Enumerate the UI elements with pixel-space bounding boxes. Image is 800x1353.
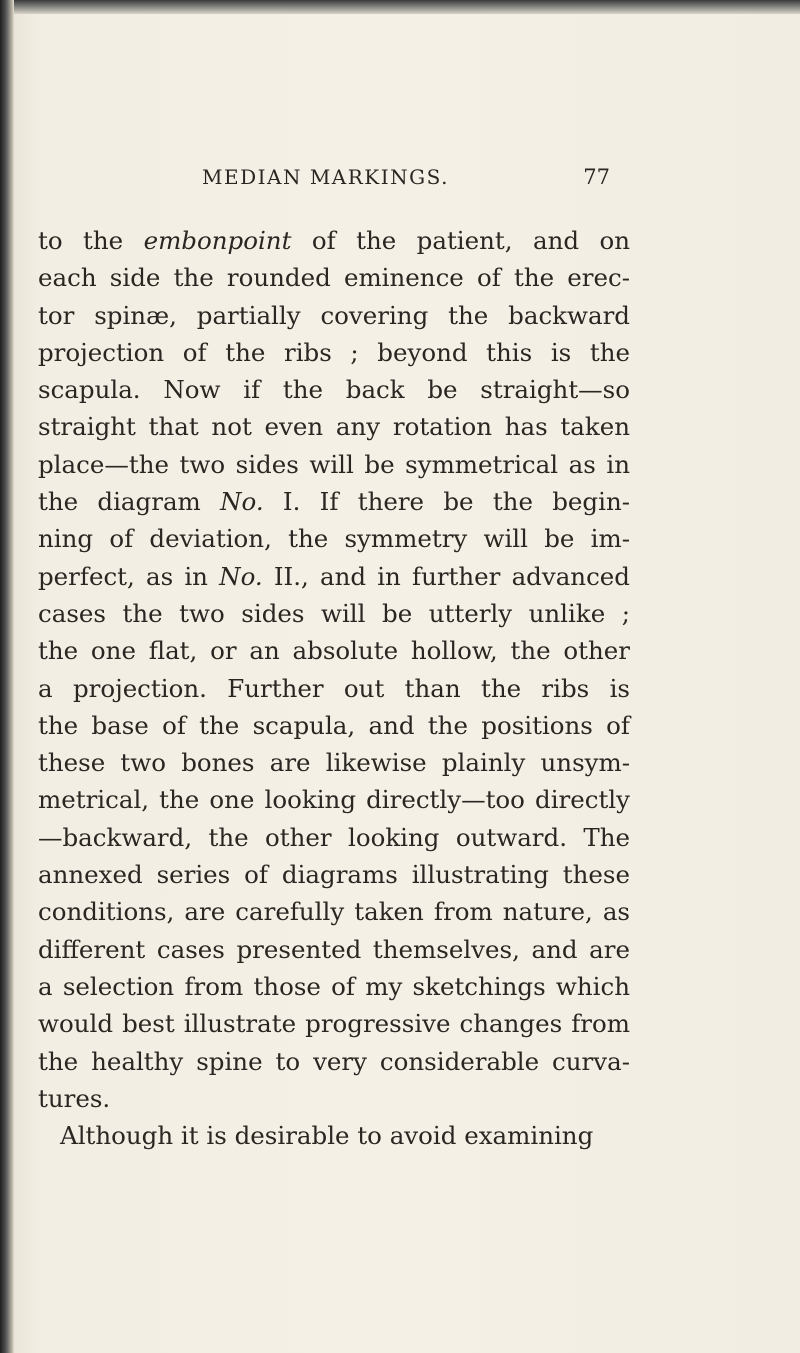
text-run: the diagram	[38, 487, 221, 517]
text-line	[38, 1117, 630, 1154]
text-line	[38, 259, 630, 296]
text-run: —backward, the other looking outward. The	[38, 822, 630, 852]
text-run: the one flat, or an absolute hollow, the other	[38, 636, 630, 666]
italic-text: embonpoint	[143, 226, 292, 255]
text-run: I. If there be the begin-	[263, 487, 630, 517]
text-run: straight that not even any rotation has taken	[38, 412, 630, 442]
text-line	[38, 1080, 630, 1117]
text-line	[38, 893, 630, 930]
text-run: Although it is desirable to avoid examining	[60, 1121, 594, 1151]
text-line	[38, 632, 630, 669]
text-run: scapula. Now if the back be straight—so	[38, 375, 630, 405]
text-line	[38, 334, 630, 371]
text-line	[38, 781, 630, 818]
text-line	[38, 707, 630, 744]
text-line	[38, 744, 630, 781]
text-line	[38, 1005, 630, 1042]
page-number: 77	[583, 165, 610, 189]
text-run: a projection. Further out than the ribs is	[38, 673, 630, 703]
text-line	[38, 371, 630, 408]
text-line	[38, 670, 630, 707]
text-line	[38, 222, 630, 259]
text-line	[38, 297, 630, 334]
text-run: to the	[38, 226, 144, 255]
text-line	[38, 968, 630, 1005]
text-line	[38, 520, 630, 557]
text-run: conditions, are carefully taken from nature, as	[38, 897, 630, 927]
text-line	[38, 446, 630, 483]
running-head-title: MEDIAN MARKINGS.	[202, 165, 449, 189]
text-run: cases the two sides will be utterly unlike ;	[38, 598, 630, 628]
italic-text: No.	[220, 487, 264, 517]
text-run: tures.	[38, 1083, 111, 1113]
page-top-edge	[0, 0, 800, 14]
binding-edge	[0, 0, 14, 1353]
text-run: place—the two sides will be symmetrical as in	[38, 449, 630, 479]
text-line	[38, 558, 630, 595]
text-run: projection of the ribs ; beyond this is the	[38, 337, 630, 367]
running-head	[140, 163, 610, 197]
text-line	[38, 483, 630, 520]
italic-text: No.	[219, 561, 263, 591]
text-run: metrical, the one looking directly—too directly	[38, 785, 630, 815]
text-line	[38, 819, 630, 856]
text-run: a selection from those of my sketchings which	[38, 971, 630, 1001]
text-line	[38, 1043, 630, 1080]
text-run: tor spinæ, partially covering the backward	[38, 300, 630, 330]
text-run: ning of deviation, the symmetry will be im-	[38, 524, 630, 554]
text-run: of the patient, and on	[291, 226, 630, 255]
text-run: these two bones are likewise plainly unsym-	[38, 748, 630, 778]
text-line	[38, 595, 630, 632]
text-line	[38, 408, 630, 445]
text-run: each side the rounded eminence of the erec-	[38, 263, 630, 293]
text-line	[38, 931, 630, 968]
text-run: would best illustrate progressive changes from	[38, 1009, 630, 1039]
text-run: different cases presented themselves, and are	[38, 934, 630, 964]
text-run: the base of the scapula, and the positions of	[38, 710, 630, 740]
body-text	[38, 222, 630, 1154]
text-run: annexed series of diagrams illustrating these	[38, 860, 630, 890]
text-run: II., and in further advanced	[262, 561, 630, 591]
text-line	[38, 856, 630, 893]
text-run: the healthy spine to very considerable curva-	[38, 1046, 630, 1076]
text-run: perfect, as in	[38, 561, 220, 591]
